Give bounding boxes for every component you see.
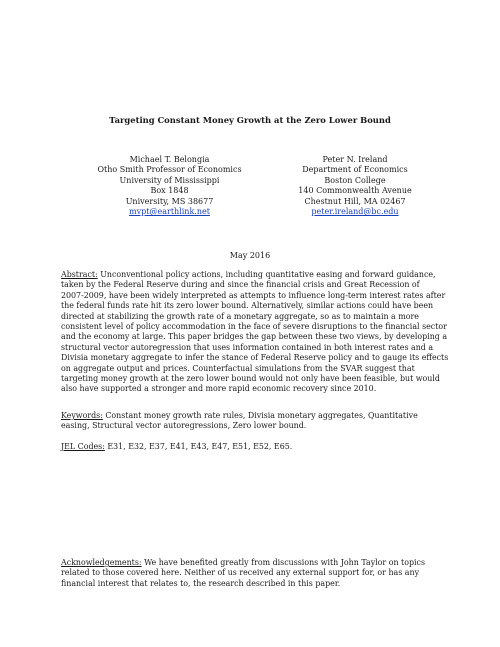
acknowledgements-line: related to those covered here. Neither of us received any external support for, or has any [61, 568, 420, 578]
abstract-line: and the economy at large. This paper bridges the gap between these two views, by developing a [61, 332, 448, 342]
author-affiliation-line: Box 1848 [150, 186, 189, 196]
paper-title: Targeting Constant Money Growth at the Zero Lower Bound [109, 115, 391, 125]
author-affiliation-line: 140 Commonwealth Avenue [298, 186, 412, 196]
author-email-link[interactable]: mvpt@earthlink.net [129, 207, 210, 217]
abstract-line: directed at stabilizing the growth rate of a monetary aggregate, so as to maintain a more [61, 311, 419, 321]
author-name: Peter N. Ireland [322, 155, 388, 164]
author-block-belongia [67, 155, 272, 217]
acknowledgements-line: financial interest that relates to, the research described in this paper. [61, 578, 341, 588]
abstract-line: taken by the Federal Reserve during and since the financial crisis and Great Recession of [61, 280, 420, 290]
abstract-line: 2007-2009, have been widely interpreted as attempts to influence long-term interest rates after [61, 290, 446, 300]
abstract-line: targeting money growth at the zero lower bound would not only have been feasible, but would [61, 374, 440, 384]
abstract-line: the federal funds rate hit its zero lower bound. Alternatively, similar actions could have been [61, 301, 434, 311]
acknowledgements-label: Acknowledgements: [61, 558, 142, 567]
abstract-line: on aggregate output and prices. Counterfactual simulations from the SVAR suggest that [61, 363, 415, 373]
jel-codes-label: JEL Codes: [61, 442, 105, 451]
abstract-line: Unconventional policy actions, including quantitative easing and forward guidance, [97, 270, 436, 279]
abstract-label: Abstract: [61, 270, 98, 279]
keywords-label: Keywords: [61, 411, 103, 420]
abstract-line: structural vector autoregression that uses information contained in both interest rates and a [61, 342, 434, 352]
abstract-line: Divisia monetary aggregate to infer the stance of Federal Reserve policy and to gauge its effects [61, 353, 449, 363]
author-email-link[interactable]: peter.ireland@bc.edu [311, 207, 399, 217]
author-affiliation-line: University, MS 38677 [125, 196, 214, 206]
acknowledgements-section [61, 558, 441, 589]
author-block-ireland [270, 155, 440, 217]
abstract-line: also have supported a stronger and more rapid economic recovery since 2010. [61, 384, 377, 394]
jel-codes-text: E31, E32, E37, E41, E43, E47, E51, E52, E65. [104, 442, 293, 451]
author-affiliation-line: Chestnut Hill, MA 02467 [304, 196, 406, 206]
abstract-section [61, 270, 449, 395]
author-name: Michael T. Belongia [129, 155, 210, 164]
acknowledgements-line: We have benefited greatly from discussions with John Taylor on topics [141, 558, 426, 567]
author-affiliation-line: Otho Smith Professor of Economics [97, 165, 242, 175]
keywords-section [61, 411, 441, 432]
abstract-line: consistent level of policy accommodation in the face of severe disruptions to the financial sector [61, 322, 447, 332]
keywords-line: easing, Structural vector autoregressions, Zero lower bound. [61, 421, 307, 431]
author-affiliation-line: University of Mississippi [119, 175, 220, 185]
author-affiliation-line: Boston College [324, 175, 386, 185]
paper-date: May 2016 [229, 251, 271, 260]
author-affiliation-line: Department of Economics [302, 165, 408, 175]
jel-codes-section [61, 442, 441, 452]
keywords-line: Constant money growth rate rules, Divisia monetary aggregates, Quantitative [102, 411, 418, 420]
